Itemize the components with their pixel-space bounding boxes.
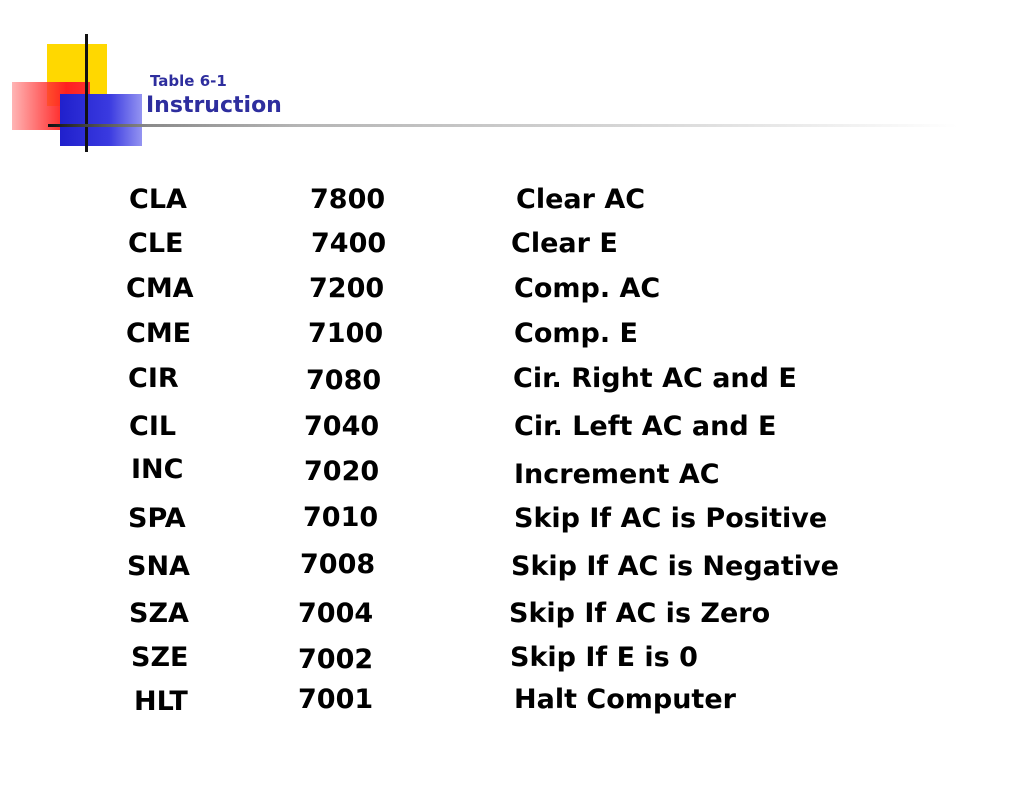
- instruction-mnemonic: HLT: [134, 686, 188, 717]
- instruction-mnemonic: SNA: [127, 551, 190, 582]
- instruction-code: 7002: [298, 644, 374, 675]
- instruction-description: Increment AC: [514, 459, 720, 490]
- instruction-code: 7004: [298, 598, 374, 629]
- instruction-code: 7080: [306, 365, 382, 396]
- instruction-code: 7800: [310, 184, 386, 215]
- instruction-mnemonic: CLA: [129, 184, 187, 215]
- instruction-description: Skip If AC is Positive: [514, 503, 828, 534]
- logo-vertical-line: [85, 34, 88, 152]
- slide-subtitle: Table 6-1: [150, 72, 227, 90]
- logo-blue-block: [60, 94, 142, 146]
- instruction-description: Clear E: [511, 228, 618, 259]
- instruction-description: Skip If E is 0: [510, 642, 698, 673]
- instruction-description: Cir. Left AC and E: [514, 411, 777, 442]
- instruction-mnemonic: CME: [126, 318, 192, 349]
- slide-logo-graphic: [0, 0, 150, 160]
- instruction-mnemonic: CIR: [128, 363, 179, 394]
- slide-title: Instruction: [146, 93, 282, 118]
- instruction-code: 7100: [308, 318, 384, 349]
- instruction-mnemonic: CIL: [129, 411, 177, 442]
- instruction-description: Halt Computer: [514, 684, 736, 715]
- instruction-mnemonic: CMA: [126, 273, 194, 304]
- instruction-description: Clear AC: [516, 184, 646, 215]
- title-underline: [48, 124, 958, 127]
- instruction-description: Skip If AC is Zero: [509, 598, 771, 629]
- instruction-description: Skip If AC is Negative: [511, 551, 839, 582]
- instruction-code: 7010: [303, 502, 379, 533]
- instruction-code: 7001: [298, 684, 374, 715]
- instruction-code: 7020: [304, 456, 380, 487]
- instruction-description: Comp. AC: [514, 273, 661, 304]
- instruction-mnemonic: INC: [131, 454, 184, 485]
- instruction-mnemonic: SPA: [128, 503, 186, 534]
- instruction-mnemonic: SZA: [129, 598, 189, 629]
- instruction-description: Cir. Right AC and E: [513, 363, 797, 394]
- instruction-code: 7200: [309, 273, 385, 304]
- instruction-code: 7040: [304, 411, 380, 442]
- instruction-code: 7400: [311, 228, 387, 259]
- instruction-description: Comp. E: [514, 318, 638, 349]
- instruction-mnemonic: SZE: [131, 642, 189, 673]
- instruction-code: 7008: [300, 549, 376, 580]
- instruction-mnemonic: CLE: [128, 228, 184, 259]
